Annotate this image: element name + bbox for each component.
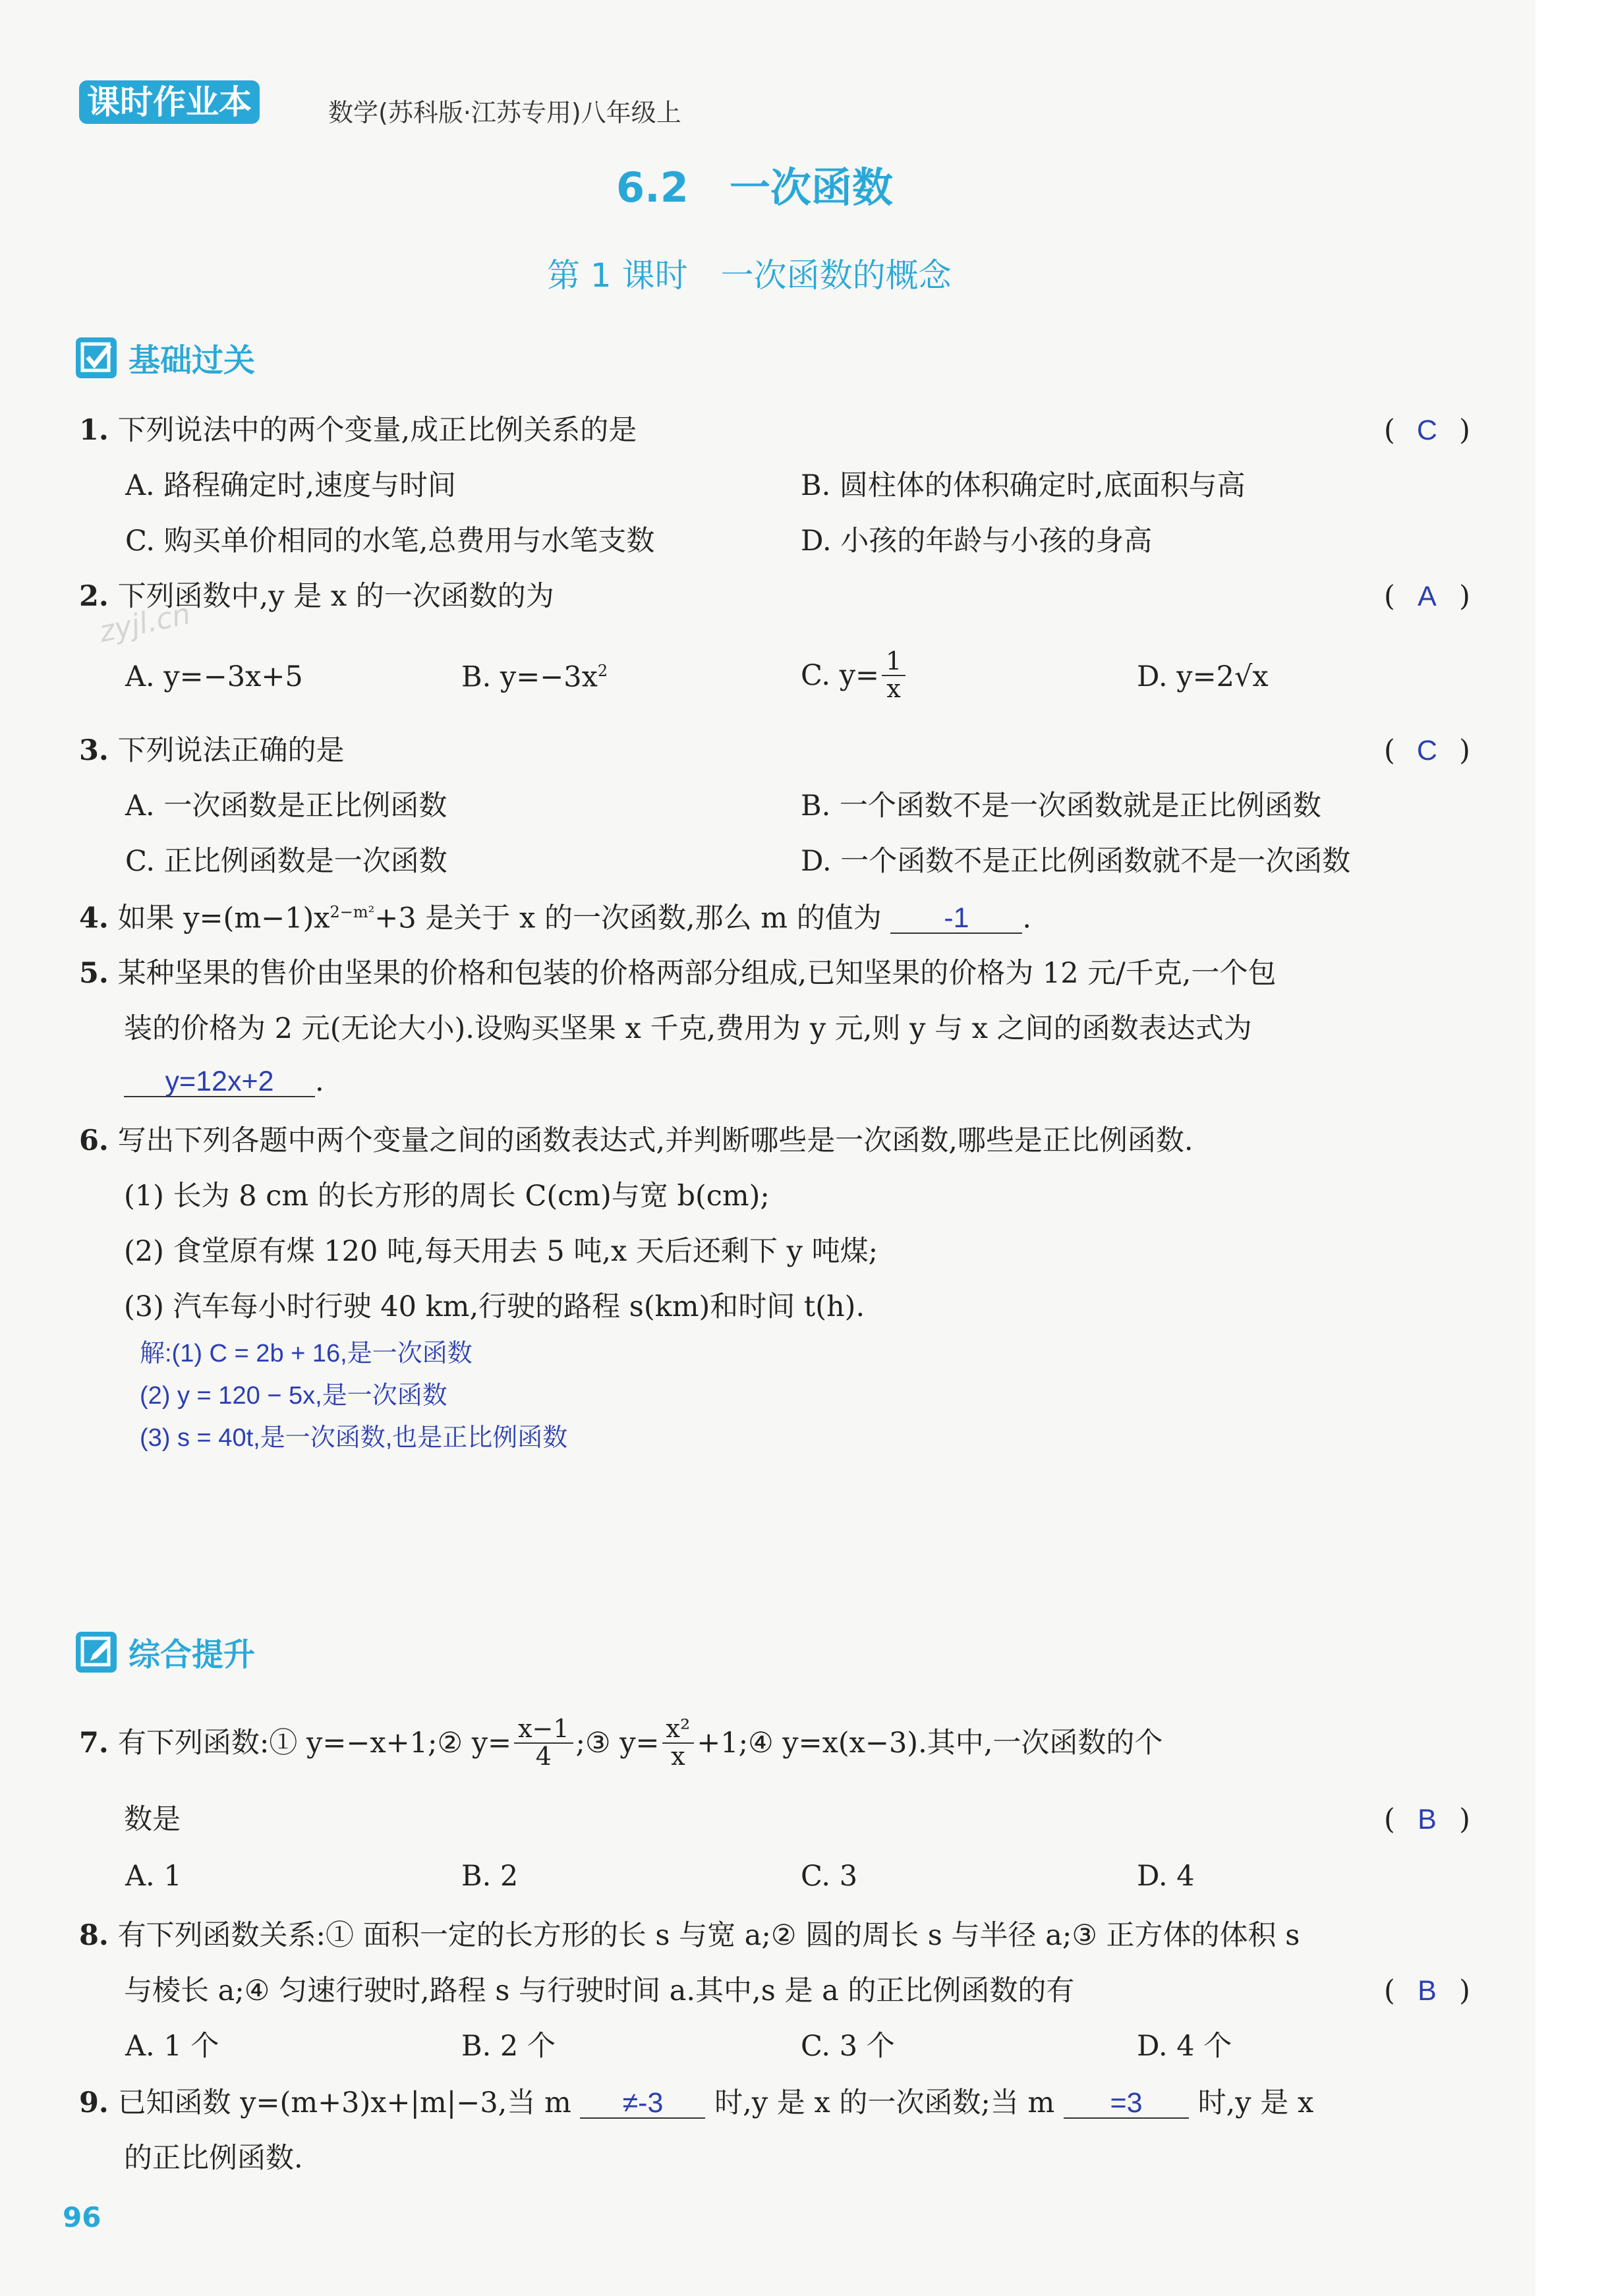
q2-answer-paren: ( A ) (1384, 580, 1470, 613)
q3-answer: C (1416, 735, 1437, 766)
q7-text-b: ;③ y= (575, 1726, 660, 1760)
q3-stem (79, 734, 345, 767)
section-basic-title: 基础过关 (129, 342, 256, 379)
q1-option-c: C. 购买单价相同的水笔,总费用与水笔支数 (125, 525, 655, 558)
q4-text-b: +3 是关于 x 的一次函数,那么 m 的值为 (374, 902, 882, 935)
pencil-icon (76, 1632, 117, 1673)
q9-text-b: 时,y 是 x 的一次函数;当 m (714, 2086, 1055, 2119)
q6-number: 6. (79, 1124, 109, 1157)
q6-part-2: (2) 食堂原有煤 120 吨,每天用去 5 吨,x 天后还剩下 y 吨煤; (124, 1235, 878, 1268)
q5-text-1: 某种坚果的售价由坚果的价格和包装的价格两部分组成,已知坚果的价格为 12 元/千克,一个包 (117, 957, 1277, 990)
section-advanced-title: 综合提升 (129, 1636, 256, 1673)
q2-answer: A (1418, 581, 1437, 612)
q7-text-a: 有下列函数:① y=−x+1;② y= (117, 1726, 512, 1760)
q3-answer-paren: ( C ) (1384, 734, 1470, 767)
q8-option-d: D. 4 个 (1137, 2030, 1232, 2063)
q1-option-d: D. 小孩的年龄与小孩的身高 (801, 525, 1153, 558)
q7-option-b: B. 2 (461, 1860, 519, 1893)
q7-text-c: +1;④ y=x(x−3).其中,一次函数的个 (697, 1726, 1163, 1760)
q4-answer-blank[interactable]: -1 (890, 904, 1022, 934)
q1-answer: C (1416, 415, 1437, 446)
q7-fraction-1 (514, 1716, 573, 1770)
q6-solution-3: (3) s = 40t,是一次函数,也是正比例函数 (140, 1424, 568, 1452)
q9-answer-blank-2[interactable]: =3 (1064, 2089, 1189, 2119)
q4-text-a: 如果 y=(m−1)x (117, 902, 330, 935)
q5-answer-blank[interactable]: y=12x+2 (124, 1068, 315, 1097)
q4-stem (79, 904, 1031, 934)
q2-option-c-fraction (882, 648, 905, 703)
q7-f1-den: 4 (535, 1742, 552, 1771)
frac-den: x (886, 674, 901, 703)
q8-number: 8. (79, 1919, 109, 1952)
q9-answer-blank-1[interactable]: ≠-3 (580, 2089, 705, 2119)
q7-line2: 数是 (124, 1803, 181, 1836)
q8-option-c: C. 3 个 (801, 2030, 895, 2063)
q7-answer-paren: ( B ) (1384, 1803, 1470, 1836)
q3-option-c: C. 正比例函数是一次函数 (125, 845, 447, 878)
q6-part-1: (1) 长为 8 cm 的长方形的周长 C(cm)与宽 b(cm); (124, 1180, 770, 1213)
q9-line2: 的正比例函数. (124, 2142, 303, 2175)
q6-stem (79, 1124, 1193, 1157)
q1-stem (79, 416, 637, 445)
q1-text: 下列说法中的两个变量,成正比例关系的是 (117, 414, 637, 447)
page-number: 96 (63, 2201, 101, 2233)
q6-part-3: (3) 汽车每小时行驶 40 km,行驶的路程 s(km)和时间 t(h). (124, 1290, 865, 1323)
q3-number: 3. (79, 734, 109, 767)
q5-line2: 装的价格为 2 元(无论大小).设购买坚果 x 千克,费用为 y 元,则 y 与 x 之间的函数表达式为 (124, 1012, 1252, 1045)
section-advanced (76, 1629, 255, 1675)
chapter-title: 6.2 一次函数 (616, 163, 893, 212)
header-subject: 数学(苏科版·江苏专用)八年级上 (328, 98, 681, 127)
q1-answer-paren: ( C ) (1384, 414, 1470, 447)
q7-f2-den: x (671, 1742, 685, 1771)
q3-option-b: B. 一个函数不是一次函数就是正比例函数 (801, 789, 1321, 822)
q2-option-a: A. y=−3x+5 (125, 660, 303, 693)
q7-option-c: C. 3 (801, 1860, 858, 1893)
q8-answer: B (1418, 1975, 1437, 2007)
q2-option-b-exp: 2 (597, 662, 608, 680)
q6-text: 写出下列各题中两个变量之间的函数表达式,并判断哪些是一次函数,哪些是正比例函数. (117, 1124, 1193, 1157)
q1-number: 1. (79, 414, 109, 447)
q9-text-a: 已知函数 y=(m+3)x+|m|−3,当 m (117, 2086, 571, 2119)
q2-text: 下列函数中,y 是 x 的一次函数的为 (117, 580, 554, 613)
q7-option-a: A. 1 (125, 1860, 182, 1893)
frac-num: 1 (882, 648, 905, 676)
lesson-title: 第 1 课时 一次函数的概念 (547, 256, 952, 295)
q5-line1 (79, 957, 1277, 990)
checkbox-icon (76, 337, 117, 378)
q7-f1-num: x−1 (514, 1716, 573, 1744)
q8-option-b: B. 2 个 (461, 2030, 556, 2063)
q7-answer: B (1418, 1804, 1437, 1835)
q7-f2-num: x² (662, 1716, 695, 1744)
q1-option-a: A. 路程确定时,速度与时间 (125, 469, 457, 502)
q8-line1 (79, 1919, 1300, 1952)
q7-option-d: D. 4 (1137, 1860, 1195, 1893)
header-logo (79, 80, 260, 124)
q6-solution-1: 解:(1) C = 2b + 16,是一次函数 (140, 1340, 473, 1367)
q7-line1 (79, 1707, 1163, 1779)
q2-number: 2. (79, 580, 109, 613)
watermark: zyjl.cn (96, 597, 194, 649)
q8-text-1: 有下列函数关系:① 面积一定的长方形的长 s 与宽 a;② 圆的周长 s 与半径 a;③ 正方体的体积 s (117, 1919, 1300, 1952)
q5-end: . (315, 1065, 324, 1098)
q3-option-a: A. 一次函数是正比例函数 (125, 789, 447, 822)
q2-option-d: D. y=2√x (1137, 660, 1269, 693)
logo-text: 课时作业本 (87, 83, 252, 121)
q7-number: 7. (79, 1726, 109, 1760)
q9-number: 9. (79, 2086, 109, 2119)
q2-option-b (461, 660, 608, 694)
q2-option-c-text: C. y= (801, 658, 880, 692)
q5-number: 5. (79, 957, 109, 990)
q7-fraction-2 (662, 1716, 695, 1770)
q4-end: . (1022, 902, 1032, 935)
section-basic (76, 335, 255, 380)
q8-option-a: A. 1 个 (125, 2030, 219, 2063)
q3-text: 下列说法正确的是 (117, 734, 345, 767)
q8-line2: 与棱长 a;④ 匀速行驶时,路程 s 与行驶时间 a.其中,s 是 a 的正比例函数的有 (124, 1974, 1075, 2007)
q2-option-c (801, 643, 908, 708)
q1-option-b: B. 圆柱体的体积确定时,底面积与高 (801, 469, 1246, 502)
q9-line1 (79, 2086, 1314, 2119)
q6-solution-2: (2) y = 120 − 5x,是一次函数 (140, 1382, 447, 1410)
q3-option-d: D. 一个函数不是正比例函数就不是一次函数 (801, 845, 1351, 878)
q9-text-c: 时,y 是 x (1197, 2086, 1314, 2119)
q2-option-b-text: B. y=−3x (461, 660, 598, 694)
q5-line3 (124, 1065, 324, 1098)
q4-number: 4. (79, 902, 109, 935)
q8-answer-paren: ( B ) (1384, 1974, 1470, 2007)
q4-exponent: 2−m² (330, 903, 375, 921)
